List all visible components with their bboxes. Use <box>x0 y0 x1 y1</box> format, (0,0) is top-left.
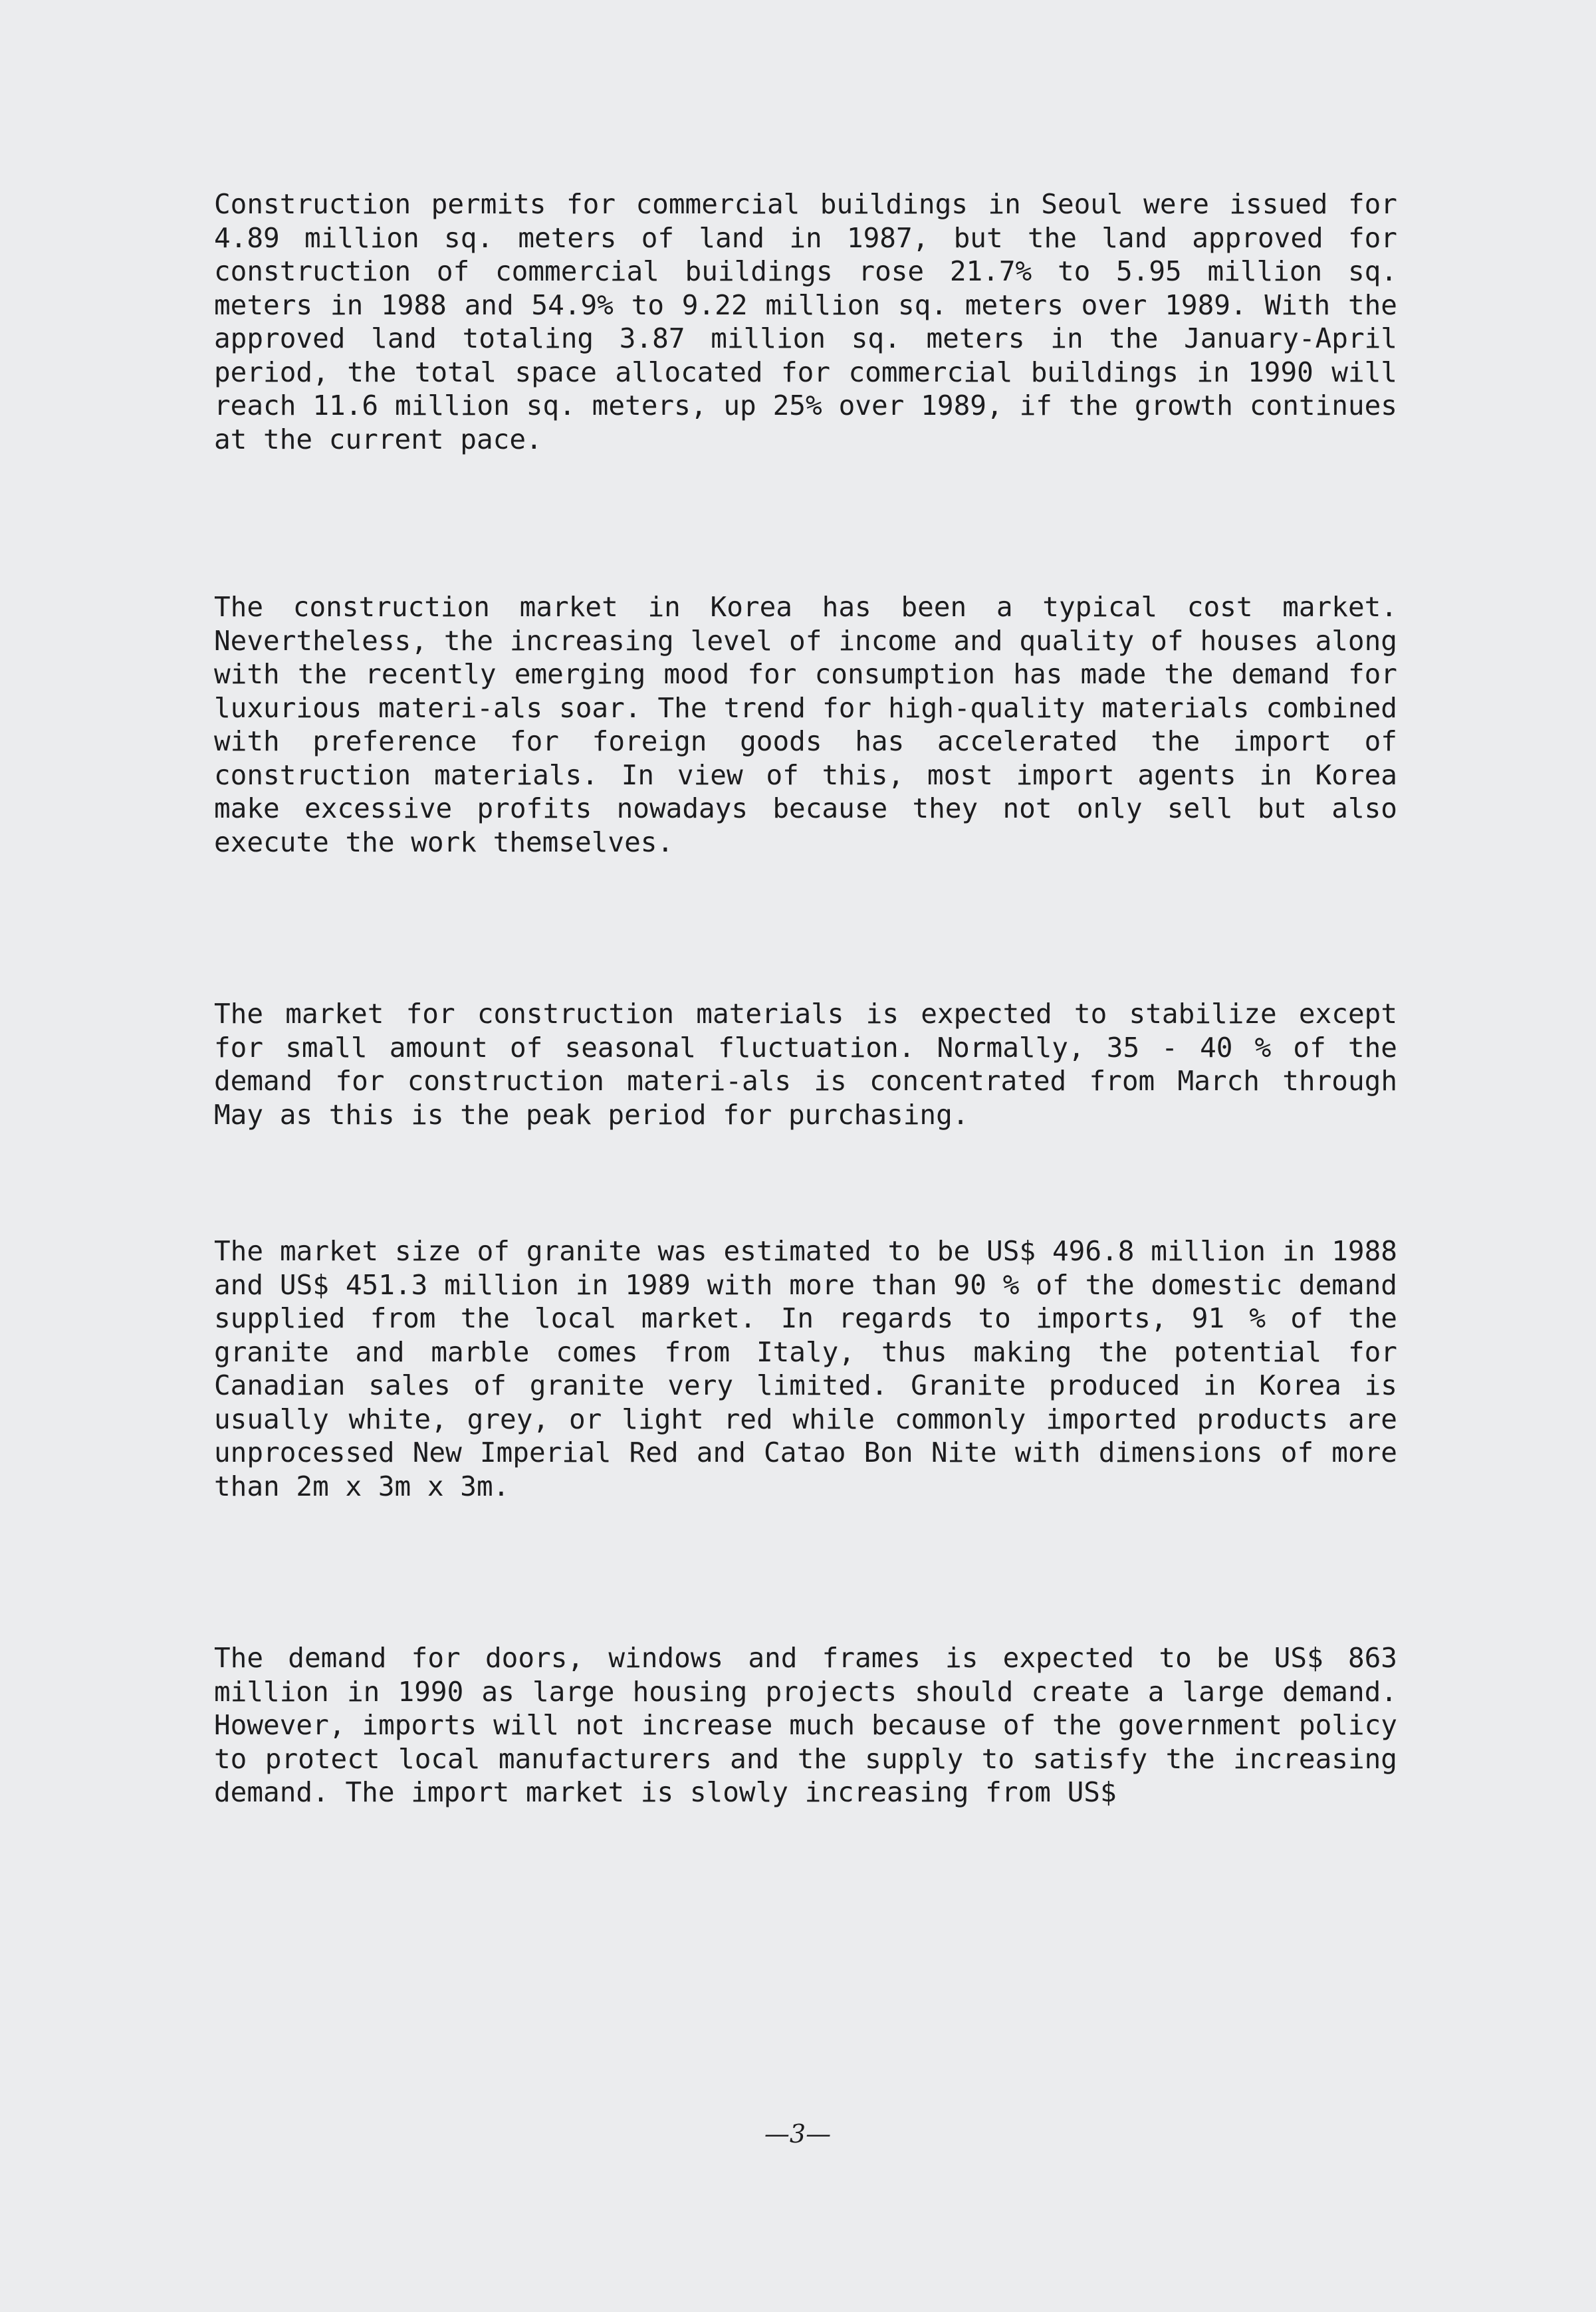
paragraph-market-stabilization: The market for construction materials is expected to stabilize except for small amount of seasonal fluctuation. Normally, 35 - 40 % of the demand for construction materi-als is concentrated from March through May as this is the peak period for purchasing. <box>214 998 1397 1131</box>
paragraph-construction-market: The construction market in Korea has been a typical cost market. Nevertheless, the increasing level of income and quality of houses along with the recently emerging mood for consumption has made the demand for luxurious materi-als soar. The trend for high-quality materials combined with preference for foreign goods has accelerated the import of construction materials. In view of this, most import agents in Korea make excessive profits nowadays because they not only sell but also execute the work themselves. <box>214 591 1397 858</box>
page-number: —3— <box>764 2119 832 2148</box>
paragraph-granite-market: The market size of granite was estimated to be US$ 496.8 million in 1988 and US$ 451.3 million in 1989 with more than 90 % of the domestic demand supplied from the local market. In regards to imports, 91 % of the granite and marble comes from Italy, thus making the potential for Canadian sales of granite very limited. Granite produced in Korea is usually white, grey, or light red while commonly imported products are unprocessed New Imperial Red and Catao Bon Nite with dimensions of more than 2m x 3m x 3m. <box>214 1235 1397 1502</box>
paragraph-commercial-permits: Construction permits for commercial buildings in Seoul were issued for 4.89 million sq. meters of land in 1987, but the land approved for construction of commercial buildings rose 21.7% to 5.95 million sq. meters in 1988 and 54.9% to 9.22 million sq. meters over 1989. With the approved land totaling 3.87 million sq. meters in the January-April period, the total space allocated for commercial buildings in 1990 will reach 11.6 million sq. meters, up 25% over 1989, if the growth continues at the current pace. <box>214 188 1397 455</box>
paragraph-doors-windows: The demand for doors, windows and frames is expected to be US$ 863 million in 1990 as large housing projects should create a large demand. However, imports will not increase much because of the government policy to protect local manufacturers and the supply to satisfy the increasing demand. The import market is slowly increasing from US$ <box>214 1642 1397 1808</box>
